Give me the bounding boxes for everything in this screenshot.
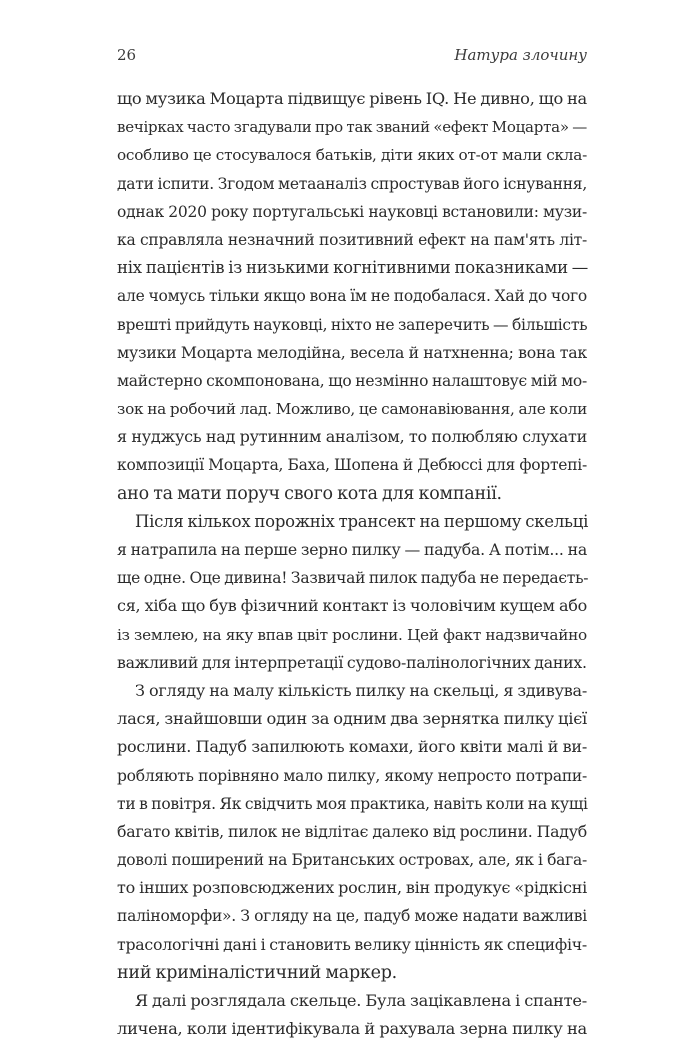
text-line: що музика Моцарта підвищує рівень IQ. Не дивно, що на (117, 89, 587, 108)
text-line: вечірках часто згадували про так званий «ефект Моцарта» — (117, 118, 588, 137)
paragraph (117, 987, 587, 1043)
text-line: врешті прийдуть науковці, ніхто не заперечить — більшість (117, 315, 588, 334)
paragraph (117, 677, 587, 987)
text-line: я нуджусь над рутинним аналізом, то полюбляю слухати (117, 427, 587, 447)
text-line: майстерно скомпонована, що незмінно налаштовує мій мо- (117, 371, 587, 390)
text-line: важливий для інтерпретації судово-палінологічних даних. (117, 652, 587, 672)
page-number: 26 (117, 46, 137, 64)
text-line: ніх пацієнтів із низькими когнітивними показниками — (117, 258, 589, 278)
text-line: я натрапила на перше зерно пилку — падуба. А потім... на (117, 540, 587, 559)
text-line: З огляду на малу кількість пилку на скельці, я здивува- (135, 680, 587, 700)
text-line: то інших розповсюджених рослин, він продукує «рідкісні (117, 878, 587, 898)
paragraph (117, 85, 587, 508)
text-line: музики Моцарта мелодійна, весела й натхненна; вона так (117, 342, 587, 362)
text-line: лася, знайшовши один за одним два зернятка пилку цієї (117, 709, 587, 729)
text-line: дати іспити. Згодом метааналіз спростував його існування, (117, 174, 587, 193)
text-line: трасологічні дані і становить велику цінність як специфіч- (117, 934, 587, 954)
text-line: паліноморфи». З огляду на це, падуб може надати важливі (117, 907, 587, 926)
text-line: композиції Моцарта, Баха, Шопена й Дебюссі для фортепі- (117, 456, 587, 475)
text-line: ано та мати поруч свого кота для компанії. (117, 483, 502, 504)
running-title: Натура злочину (454, 46, 587, 64)
text-line: доволі поширений на Британських островах, але, як і бага- (117, 851, 587, 870)
text-line: однак 2020 року португальські науковці встановили: музи- (117, 202, 587, 221)
text-line: зок на робочий лад. Можливо, це самонавіювання, але коли (117, 400, 587, 419)
text-line: ще одне. Оце дивина! Зазвичай пилок падуба не передаєть- (117, 569, 589, 588)
text-line: Я далі розглядала скельце. Була зацікавлена і спанте- (135, 991, 587, 1010)
text-line: ти в повітря. Як свідчить моя практика, навіть коли на кущі (117, 794, 588, 813)
text-line: але чомусь тільки якщо вона їм не подобалася. Хай до чого (117, 287, 587, 306)
text-line: Після кількох порожніх трансект на першому скельці (135, 511, 589, 531)
text-line: ка справляла незначний позитивний ефект на пам'ять літ- (117, 230, 587, 249)
text-line: із землею, на яку впав цвіт рослини. Цей факт надзвичайно (117, 625, 587, 644)
text-line: личена, коли ідентифікувала й рахувала зерна пилку на (117, 1019, 587, 1039)
text-line: особливо це стосувалося батьків, діти яких от-от мали скла- (117, 146, 587, 165)
body-text (117, 85, 587, 1043)
text-line: робляють порівняно мало пилку, якому непросто потрапи- (117, 766, 587, 785)
text-line: ся, хіба що був фізичний контакт із чоловічим кущем або (117, 596, 587, 616)
running-head (117, 46, 587, 70)
paragraph (117, 508, 587, 677)
text-line: багато квітів, пилок не відлітає далеко від рослини. Падуб (117, 821, 587, 841)
text-line: рослини. Падуб запилюють комахи, його квіти малі й ви- (117, 737, 587, 757)
text-line: ний криміналістичний маркер. (117, 962, 397, 983)
